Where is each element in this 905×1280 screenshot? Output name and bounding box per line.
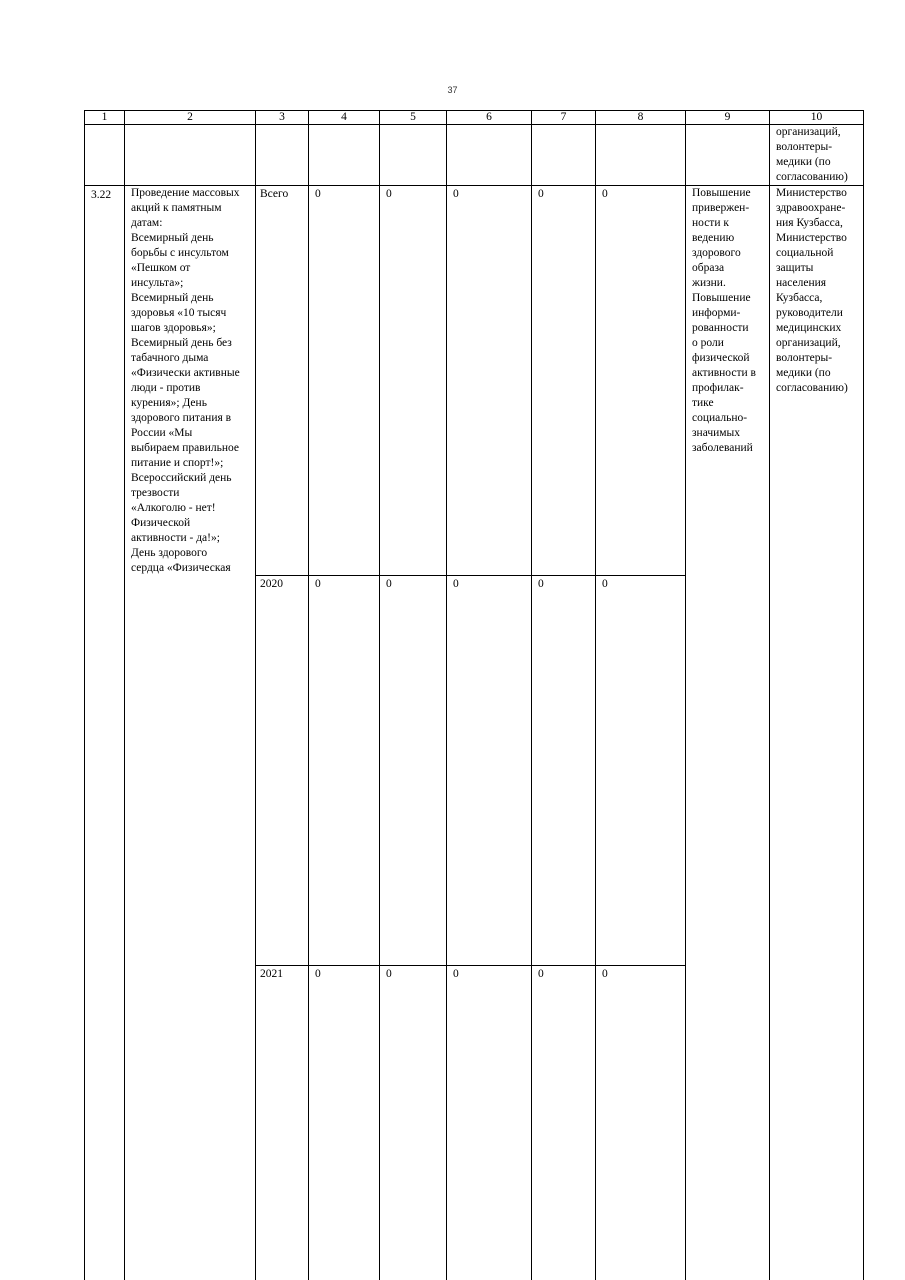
text-line: ния Кузбасса, (776, 216, 861, 231)
value-cell: 0 (380, 186, 446, 576)
text-line: медики (по (776, 155, 861, 170)
executors-continuation-cell (770, 125, 864, 186)
text-line: датам: (131, 216, 253, 231)
empty-cell (256, 125, 309, 186)
value-cell: 0 (532, 576, 595, 966)
col5-cell (380, 186, 447, 1280)
text-line: физической (692, 351, 767, 366)
col6-subtable (447, 186, 531, 1280)
text-line: Кузбасса, (776, 291, 861, 306)
col-header: 7 (532, 111, 596, 125)
text-line: День здорового (131, 546, 253, 561)
text-line: «Пешком от (131, 261, 253, 276)
empty-cell (532, 125, 596, 186)
text-line: ности к (692, 216, 767, 231)
text-line: организаций, (776, 336, 861, 351)
table-row (85, 186, 864, 1280)
text-line: питание и спорт!»; (131, 456, 253, 471)
col-header: 3 (256, 111, 309, 125)
col-header: 6 (447, 111, 532, 125)
executors-cell (770, 186, 864, 1280)
text-line: Министерство (776, 231, 861, 246)
text-line: Проведение массовых (131, 186, 253, 201)
text-line: табачного дыма (131, 351, 253, 366)
col-header: 10 (770, 111, 864, 125)
text-line: борьбы с инсультом (131, 246, 253, 261)
col-header: 4 (309, 111, 380, 125)
text-line: здорового (692, 246, 767, 261)
text-line: заболеваний (692, 441, 767, 456)
text-line: ведению (692, 231, 767, 246)
text-line: «Алкоголю - нет! (131, 501, 253, 516)
text-line: здорового питания в (131, 411, 253, 426)
expected-result-cell (686, 186, 770, 1280)
text-line: Всемирный день (131, 231, 253, 246)
text-line: социальной (776, 246, 861, 261)
text-line: жизни. (692, 276, 767, 291)
executors-continuation-text (776, 125, 861, 185)
text-line: согласованию) (776, 381, 861, 396)
value-cell: 0 (309, 576, 379, 966)
col4-cell (309, 186, 380, 1280)
value-cell: 0 (532, 966, 595, 1280)
text-line: выбираем правильное (131, 441, 253, 456)
empty-cell (447, 125, 532, 186)
text-line: активности - да!»; (131, 531, 253, 546)
empty-cell (309, 125, 380, 186)
col-header: 1 (85, 111, 125, 125)
empty-cell (125, 125, 256, 186)
empty-cell (85, 125, 125, 186)
col7-cell (532, 186, 596, 1280)
text-line: здоровья «10 тысяч (131, 306, 253, 321)
empty-cell (380, 125, 447, 186)
expected-result (692, 186, 767, 456)
value-cell: 0 (309, 186, 379, 576)
empty-cell (596, 125, 686, 186)
col7-subtable (532, 186, 595, 1280)
text-line: организаций, (776, 125, 861, 140)
value-cell: 0 (447, 966, 531, 1280)
text-line: «Физически активные (131, 366, 253, 381)
value-cell: 0 (532, 186, 595, 576)
text-line: привержен- (692, 201, 767, 216)
value-cell: 0 (447, 186, 531, 576)
text-line: медики (по (776, 366, 861, 381)
period-label: 2020 (256, 576, 308, 966)
value-cell: 0 (380, 966, 446, 1280)
period-label: Всего (256, 186, 308, 576)
value-cell: 0 (596, 966, 685, 1280)
col-header: 2 (125, 111, 256, 125)
item-number: 3.22 (85, 186, 125, 1280)
text-line: Физической (131, 516, 253, 531)
text-line: инсульта»; (131, 276, 253, 291)
text-line: населения (776, 276, 861, 291)
text-line: курения»; День (131, 396, 253, 411)
text-line: люди - против (131, 381, 253, 396)
text-line: волонтеры- (776, 351, 861, 366)
col5-subtable (380, 186, 446, 1280)
text-line: волонтеры- (776, 140, 861, 155)
col8-subtable (596, 186, 685, 1280)
value-cell: 0 (309, 966, 379, 1280)
value-cell: 0 (380, 576, 446, 966)
text-line: профилак- (692, 381, 767, 396)
text-line: тике (692, 396, 767, 411)
text-line: согласованию) (776, 170, 861, 185)
text-line: значимых (692, 426, 767, 441)
value-cell: 0 (596, 186, 685, 576)
text-line: руководители (776, 306, 861, 321)
event-description-cell (125, 186, 256, 1280)
text-line: России «Мы (131, 426, 253, 441)
text-line: Всемирный день (131, 291, 253, 306)
text-line: Повышение (692, 291, 767, 306)
text-line: информи- (692, 306, 767, 321)
col-header: 5 (380, 111, 447, 125)
col4-subtable (309, 186, 379, 1280)
value-cell: 0 (596, 576, 685, 966)
period-label: 2021 (256, 966, 308, 1280)
text-line: Всемирный день без (131, 336, 253, 351)
empty-cell (686, 125, 770, 186)
program-table (84, 110, 864, 1280)
value-cell: 0 (447, 576, 531, 966)
text-line: шагов здоровья»; (131, 321, 253, 336)
text-line: образа (692, 261, 767, 276)
text-line: сердца «Физическая (131, 561, 253, 576)
text-line: Повышение (692, 186, 767, 201)
text-line: защиты (776, 261, 861, 276)
col8-cell (596, 186, 686, 1280)
text-line: здравоохране- (776, 201, 861, 216)
text-line: акций к памятным (131, 201, 253, 216)
continuation-row (85, 125, 864, 186)
event-description (131, 186, 253, 576)
column-number-row (85, 111, 864, 125)
page-number: 37 (0, 85, 905, 95)
text-line: Министерство (776, 186, 861, 201)
text-line: активности в (692, 366, 767, 381)
text-line: трезвости (131, 486, 253, 501)
text-line: социально- (692, 411, 767, 426)
text-line: о роли (692, 336, 767, 351)
text-line: медицинских (776, 321, 861, 336)
text-line: рованности (692, 321, 767, 336)
text-line: Всероссийский день (131, 471, 253, 486)
period-cell (256, 186, 309, 1280)
col-header: 8 (596, 111, 686, 125)
executors (776, 186, 861, 396)
col6-cell (447, 186, 532, 1280)
period-subtable (256, 186, 308, 1280)
col-header: 9 (686, 111, 770, 125)
